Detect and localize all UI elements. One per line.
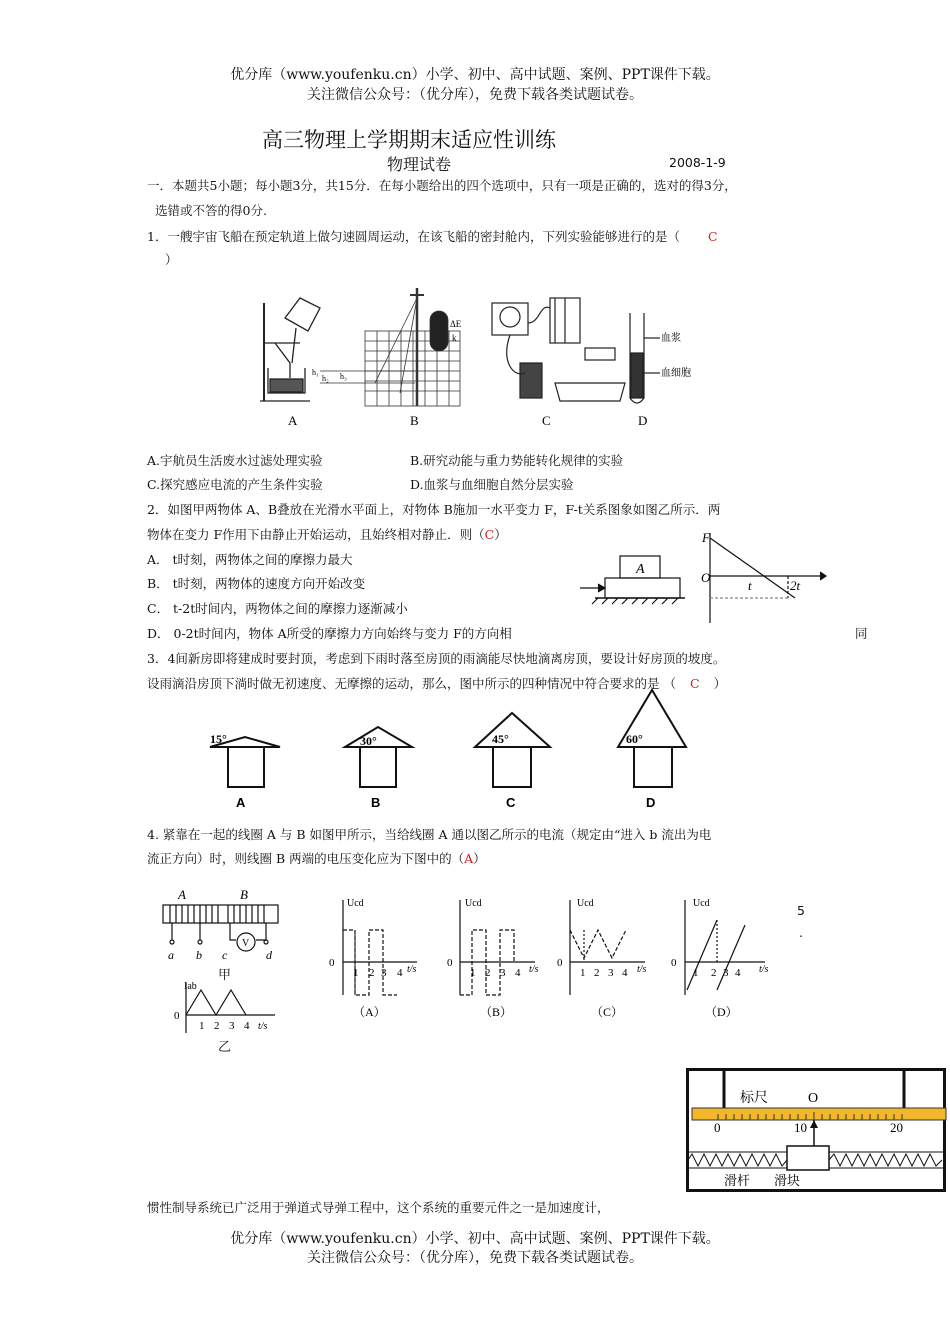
page-subtitle: 物理试卷 (387, 155, 452, 174)
q3-line-2-text: 设雨滴沿房顶下淌时做无初速度、无摩擦的运动，那么，图中所示的四种情况中符合要求的是 （ (147, 676, 676, 691)
q4-coils (163, 905, 278, 951)
q4-graph-c-caption: （C） (591, 1005, 624, 1019)
footer-line-2: 关注微信公众号：（优分库），免费下载各类试题试卷。 (307, 1250, 643, 1266)
q4-graph-c-tunit: t/s (637, 964, 647, 975)
q4-graph-b-tick-1: 1 (470, 967, 476, 979)
q5-o-label: O (808, 1091, 819, 1106)
q3-house-b (345, 727, 412, 787)
q4-ucd-graphs (325, 890, 785, 1030)
q4-graph-d-tunit: t/s (759, 964, 769, 975)
q1-fig-label-b: B (410, 413, 419, 428)
q1-fig-label-d: D (638, 413, 648, 428)
q5-ruler (692, 1108, 946, 1120)
q2-fig-o: O (701, 570, 711, 585)
q4-graph-b-zero: 0 (447, 957, 453, 969)
q3-house-b-label: B (371, 795, 381, 810)
q4-iab-ylabel: Iab (184, 981, 197, 992)
q5-slider-block (787, 1146, 829, 1170)
q4-iab-graph (170, 975, 285, 1035)
q1-stem-text: 1．一艘宇宙飞船在预定轨道上做匀速圆周运动，在该飞船的密封舱内，下列实验能够进行的是（ (147, 229, 680, 244)
q4-iab-tick-3: 3 (229, 1020, 235, 1032)
q1-fig-b-h3: h₃ (340, 372, 347, 381)
q1-fig-d-plasma: 血浆 (661, 333, 681, 344)
q5-tick-20: 20 (890, 1120, 903, 1135)
q3-line-2-close: ） (713, 676, 727, 691)
q4-graph-a-tick-3: 3 (381, 967, 387, 979)
q1-fig-b-k: k (452, 333, 457, 343)
q4-graph-c-tick-4: 4 (622, 967, 628, 979)
q5-pointer-arrow (810, 1120, 818, 1128)
q5-number: 5 (797, 903, 805, 918)
q5-rod-label: 滑杆 (724, 1173, 751, 1188)
q4-graph-d-caption: （D） (705, 1005, 738, 1019)
q2-answer: C (484, 527, 495, 542)
q4-graph-a-tick-4: 4 (397, 967, 403, 979)
q4-graph-c-ylabel: Ucd (577, 898, 594, 909)
q1-option-c: C.探究感应电流的产生条件实验 (147, 477, 323, 492)
q4-graph-a-caption: （A） (353, 1005, 386, 1019)
q1-fig-b-grid (320, 288, 460, 406)
q5-spring-left (688, 1154, 787, 1166)
q4-voltmeter: V (242, 938, 250, 949)
header-line-2: 关注微信公众号：（优分库），免费下载各类试题试卷。 (307, 87, 643, 103)
q4-graph-b-tick-2: 2 (485, 967, 491, 979)
section-instructions-1: 一．本题共5小题；每小题3分，共15分．在每小题给出的四个选项中，只有一项是正确的，选对的得3分， (147, 178, 737, 193)
q4-graph-d-zero: 0 (671, 957, 677, 969)
q4-line-1: 4. 紧靠在一起的线圈 A 与 B 如图甲所示，当给线圈 A 通以图乙所示的电流（规定由“进入 b 流出为电 (147, 827, 712, 842)
q1-fig-c-circuit (492, 298, 625, 401)
q2-fig-block-a: A (636, 562, 645, 577)
q5-tick-0: 0 (714, 1120, 721, 1135)
q2-line-2-close: ） (494, 527, 507, 542)
q2-option-b: B． t时刻，两物体的速度方向开始改变 (147, 576, 366, 591)
q1-fig-label-c: C (542, 413, 551, 428)
q4-graph-d-tick-4: 4 (735, 967, 741, 979)
q5-spring-right (829, 1154, 942, 1166)
q2-fig-ft-graph (710, 533, 826, 623)
q2-line-2 (147, 527, 507, 543)
q1-fig-d-testtube (630, 313, 660, 403)
q4-graph-a-tick-1: 1 (353, 967, 359, 979)
q4-graph-d-ylabel: Ucd (693, 898, 710, 909)
q4-graph-d (685, 900, 765, 995)
q5-tick-10: 10 (794, 1120, 807, 1135)
q4-graph-a (343, 900, 417, 995)
q4-terminal-b: b (196, 948, 202, 962)
q1-option-d: D.血浆与血细胞自然分层实验 (410, 477, 574, 492)
q2-line-1: 2．如图甲两物体 A、B叠放在光滑水平面上，对物体 B施加一水平变力 F，F-t关系图象如图乙所示．两 (147, 502, 721, 517)
q2-option-d-tail: 同 (855, 626, 868, 641)
q4-line-2-close: ） (473, 851, 486, 866)
q4-graph-d-tick-1: 1 (693, 967, 699, 979)
q4-graph-b-tick-4: 4 (515, 967, 521, 979)
q4-graph-a-ylabel: Ucd (347, 898, 364, 909)
q3-line-1: 3．4间新房即将建成时要封顶，考虑到下雨时落至房顶的雨滴能尽快地滴离房顶，要设计好房顶的坡度。 (147, 651, 726, 666)
q1-answer: C (707, 229, 718, 244)
exam-date: 2008-1-9 (669, 155, 726, 170)
q2-fig-f: F (702, 530, 710, 545)
q5-figure-drawing (686, 1068, 948, 1194)
q4-iab-tick-1: 1 (199, 1020, 205, 1032)
q4-terminal-c: c (222, 948, 228, 962)
q4-label-jia: 甲 (218, 968, 232, 983)
q3-house-a-label: A (236, 795, 246, 810)
header-line-1: 优分库（www.youfenku.cn）小学、初中、高中试题、案例、PPT课件下载。 (230, 67, 720, 83)
q2-figure (580, 528, 830, 628)
q5-frame (688, 1070, 944, 1190)
page-title: 高三物理上学期期末适应性训练 (262, 128, 556, 152)
q4-coil-b-label: B (240, 887, 248, 902)
q4-graph-b-ylabel: Ucd (465, 898, 482, 909)
q1-fig-b-h1: h₁ (312, 368, 319, 377)
section-instructions-2: 选错或不答的得0分. (155, 203, 267, 218)
q3-figure (200, 685, 700, 815)
q4-iab-tunit: t/s (258, 1021, 268, 1032)
q1-close-paren: ） (165, 252, 178, 267)
q5-ruler-label: 标尺 (740, 1091, 768, 1106)
q4-terminal-a: a (168, 948, 174, 962)
q4-line-2 (147, 851, 486, 867)
q3-answer: C (689, 676, 700, 691)
q3-house-d-label: D (646, 795, 656, 810)
q4-iab-zero: 0 (174, 1010, 180, 1022)
q2-option-d: D． 0-2t时间内，物体 A所受的摩擦力方向始终与变力 F的方向相 (147, 626, 512, 641)
q5-number-dot: . (799, 925, 803, 940)
q4-graph-c-tick-2: 2 (594, 967, 600, 979)
q1-figure (240, 283, 691, 433)
q3-house-c-label: C (506, 795, 516, 810)
q2-fig-t: t (748, 578, 752, 593)
q4-iab-tick-2: 2 (214, 1020, 220, 1032)
q4-graph-a-tick-2: 2 (369, 967, 375, 979)
q4-graph-c (570, 900, 645, 995)
q2-option-a: A． t时刻，两物体之间的摩擦力最大 (147, 552, 353, 567)
q4-graph-c-tick-3: 3 (608, 967, 614, 979)
q3-house-a-angle: 15° (210, 732, 227, 746)
q1-fig-b-h2: h₂ (322, 374, 329, 383)
q1-fig-a-filtration (260, 298, 320, 401)
q4-graph-b-caption: （B） (480, 1005, 513, 1019)
q4-terminal-d: d (266, 948, 272, 962)
q4-line-2-text: 流正方向）时，则线圈 B 两端的电压变化应为下图中的（ (147, 851, 465, 866)
q4-graph-c-zero: 0 (557, 957, 563, 969)
q3-house-b-angle: 30° (360, 734, 377, 748)
q3-house-d-angle: 60° (626, 732, 643, 746)
q4-graph-b-tick-3: 3 (500, 967, 506, 979)
q4-graph-b (460, 900, 535, 995)
q1-stem (147, 229, 718, 245)
q4-answer: A (464, 851, 474, 866)
q4-label-yi: 乙 (218, 1040, 232, 1055)
q3-house-c-angle: 45° (492, 732, 509, 746)
q1-fig-label-a: A (288, 413, 298, 428)
q4-graph-b-tunit: t/s (529, 964, 539, 975)
q4-graph-d-tick-2: 2 (711, 967, 717, 979)
q5-slider-label: 滑块 (774, 1173, 801, 1188)
q1-option-b: B.研究动能与重力势能转化规律的实验 (410, 453, 624, 468)
q1-option-a: A.宇航员生活废水过滤处理实验 (147, 453, 323, 468)
q4-graph-a-tunit: t/s (407, 964, 417, 975)
q4-coil-a-label: A (178, 887, 186, 902)
footer-line-1: 优分库（www.youfenku.cn）小学、初中、高中试题、案例、PPT课件下载。 (230, 1231, 720, 1247)
q4-graph-a-zero: 0 (329, 957, 335, 969)
q4-graph-c-tick-1: 1 (580, 967, 586, 979)
q4-coil-figure (158, 885, 288, 965)
q4-graph-d-tick-3: 3 (723, 967, 729, 979)
q2-option-c: C． t-2t时间内，两物体之间的摩擦力逐渐减小 (147, 601, 408, 616)
q3-house-c (475, 713, 550, 787)
q2-fig-blocks (580, 556, 685, 604)
q1-fig-b-delta-e: ΔE (450, 319, 462, 329)
q2-line-2-text: 物体在变力 F作用下由静止开始运动，且始终相对静止．则（ (147, 527, 485, 542)
q4-iab-tick-4: 4 (244, 1020, 250, 1032)
q2-fig-2t: 2t (790, 578, 801, 593)
q5-text: 惯性制导系统已广泛用于弹道式导弹工程中，这个系统的重要元件之一是加速度计， (147, 1200, 610, 1215)
q1-fig-d-cells: 血细胞 (661, 368, 691, 379)
